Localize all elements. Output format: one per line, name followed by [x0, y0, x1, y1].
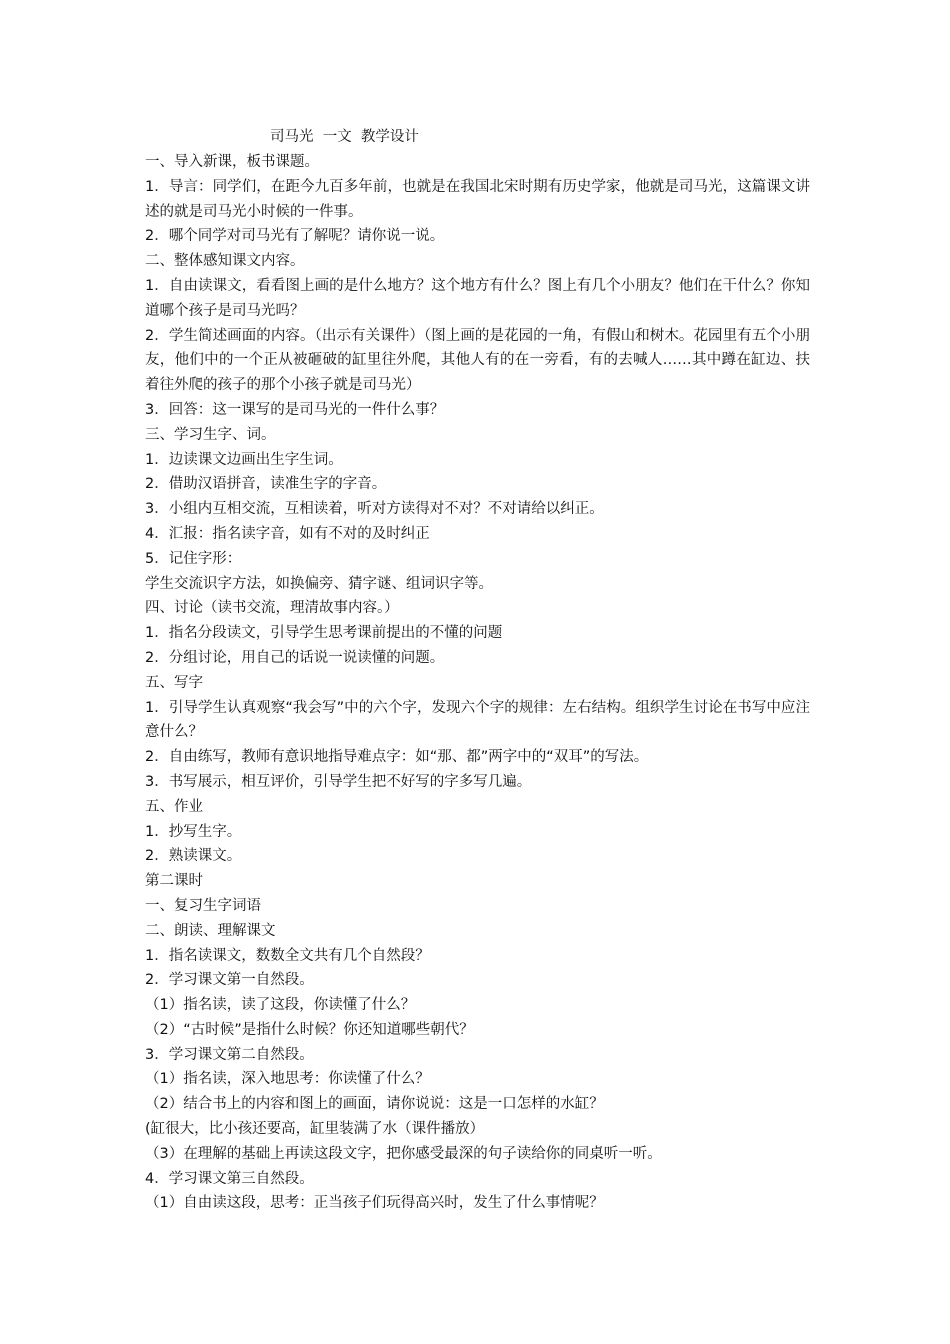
document-paragraph: 五、作业: [145, 798, 203, 815]
document-paragraph: 二、整体感知课文内容。: [145, 253, 305, 270]
document-paragraph: （2）“古时候”是指什么时候？你还知道哪些朝代？: [145, 1021, 474, 1038]
document-title: 司马光 一文 教学设计: [270, 129, 419, 145]
document-paragraph: 1．抄写生字。: [145, 823, 242, 840]
document-paragraph: 三、学习生字、词。: [145, 426, 276, 443]
document-paragraph: 4．学习课文第三自然段。: [145, 1170, 314, 1187]
document-paragraph: （3）在理解的基础上再读这段文字，把你感受最深的句子读给你的同桌听一听。: [145, 1145, 662, 1162]
document-paragraph: 2．借助汉语拼音，读准生字的字音。: [145, 476, 387, 493]
document-paragraph: 四、讨论（读书交流，理清故事内容。）: [145, 600, 399, 617]
document-paragraph: 学生交流识字方法，如换偏旁、猜字谜、组词识字等。: [145, 575, 493, 592]
document-paragraph: 3．学习课文第二自然段。: [145, 1046, 314, 1063]
document-paragraph: 1．指名读课文，数数全文共有几个自然段？: [145, 947, 430, 964]
document-paragraph: 5．记住字形：: [145, 550, 242, 567]
document-paragraph: 2．学生简述画面的内容。（出示有关课件）（图上画的是花园的一角，有假山和树木。花园里有五个小朋友，他们中的一个正从被砸破的缸里往外爬，其他人有的在一旁看，有的去喊人……其中蹲在缸边、扶着往外爬的孩子的那个小孩子就是司马光）: [145, 327, 810, 394]
document-paragraph: 1．边读课文边画出生字生词。: [145, 451, 343, 468]
document-paragraph: 2．哪个同学对司马光有了解呢？请你说一说。: [145, 228, 445, 245]
document-paragraph: 二、朗读、理解课文: [145, 922, 276, 939]
document-paragraph: 2．分组讨论，用自己的话说一说读懂的问题。: [145, 649, 445, 666]
document-paragraph: 一、复习生字词语: [145, 897, 261, 914]
document-paragraph: 1．引导学生认真观察“我会写”中的六个字，发现六个字的规律：左右结构。组织学生讨论在书写中应注意什么？: [145, 699, 810, 741]
document-paragraph: 1．导言：同学们，在距今九百多年前，也就是在我国北宋时期有历史学家，他就是司马光，这篇课文讲述的就是司马光小时候的一件事。: [145, 178, 810, 220]
document-paragraph: 2．学习课文第一自然段。: [145, 972, 314, 989]
document-paragraph: 第二课时: [145, 873, 203, 890]
document-paragraph: 3．书写展示，相互评价，引导学生把不好写的字多写几遍。: [145, 773, 532, 790]
document-paragraph: （2）结合书上的内容和图上的画面，请你说说：这是一口怎样的水缸？: [145, 1096, 604, 1113]
document-paragraph: 2．自由练写，教师有意识地指导难点字：如“那、都”两字中的“双耳”的写法。: [145, 749, 649, 766]
document-paragraph: 1．自由读课文，看看图上画的是什么地方？这个地方有什么？图上有几个小朋友？他们在干什么？你知道哪个孩子是司马光吗？: [145, 277, 810, 319]
document-paragraph: 3．回答：这一课写的是司马光的一件什么事？: [145, 401, 445, 418]
document-paragraph: 4．汇报：指名读字音，如有不对的及时纠正: [145, 525, 430, 542]
document-paragraph: (缸很大，比小孩还要高，缸里装满了水（课件播放）: [145, 1121, 485, 1138]
document-paragraph: 1．指名分段读文，引导学生思考课前提出的不懂的问题: [145, 625, 503, 642]
document-paragraph: （1）指名读，读了这段，你读懂了什么？: [145, 997, 416, 1014]
document-paragraph: 一、导入新课，板书课题。: [145, 154, 319, 170]
document-body: [145, 150, 810, 1216]
document-paragraph: 3．小组内互相交流，互相读着，听对方读得对不对？不对请给以纠正。: [145, 501, 604, 518]
document-paragraph: 五、写字: [145, 674, 203, 691]
document-paragraph: （1）自由读这段，思考：正当孩子们玩得高兴时，发生了什么事情呢？: [145, 1195, 604, 1212]
document-paragraph: （1）指名读，深入地思考：你读懂了什么？: [145, 1071, 430, 1088]
document-paragraph: 2．熟读课文。: [145, 848, 242, 865]
